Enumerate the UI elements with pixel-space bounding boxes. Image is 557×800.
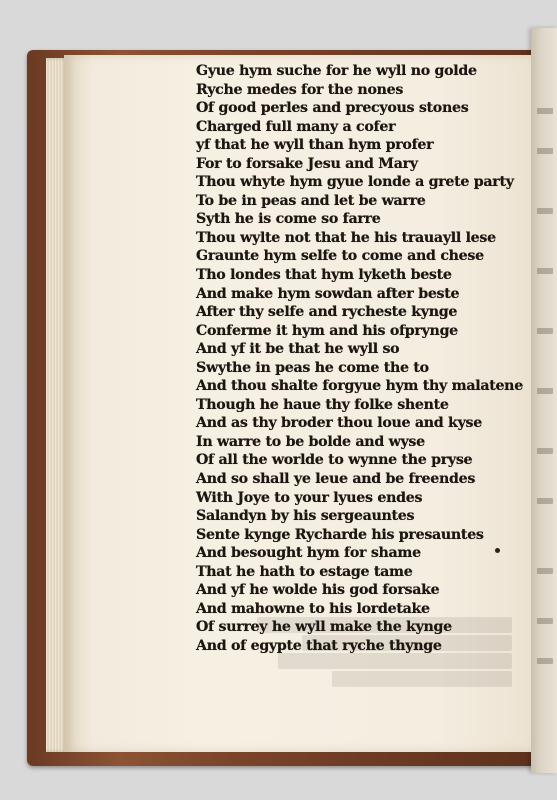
verse-line: With Joye to your lyues endes [196,489,423,506]
verse-line: Sente kynge Rycharde his presauntes [196,526,484,543]
verse-line: yf that he wyll than hym profer [196,137,434,154]
verse-line: And yf it be that he wyll so [196,341,400,358]
verse-line: Charged full many a cofer [196,118,396,135]
verse-line: And yf he wolde his god forsake [196,582,440,599]
verse-line: Swythe in peas he come the to [196,359,429,376]
verse-line: In warre to be bolde and wyse [196,433,425,450]
ink-spot [495,548,500,553]
verse-line: Of good perles and precyous stones [196,100,469,117]
verse-line: And so shall ye leue and be freendes [196,471,476,488]
verse-line: Of surrey he wyll make the kynge [196,619,452,636]
verse-line: And besought hym for shame [196,545,421,562]
facing-page-edge [531,28,557,773]
verse-line: That he hath to estage tame [196,563,413,580]
verse-line: Salandyn by his sergeauntes [196,508,415,525]
verse-line: And of egypte that ryche thynge [196,637,442,654]
verse-line: After thy selfe and rycheste kynge [196,304,458,321]
verse-line: Though he haue thy folke shente [196,396,449,413]
verse-line: Gyue hym suche for he wyll no golde [196,63,477,79]
verse-line: Syth he is come so farre [196,211,381,228]
verse-line: And as thy broder thou loue and kyse [196,415,482,432]
verse-line: Of all the worlde to wynne the pryse [196,452,473,469]
verse-line: For to forsake Jesu and Mary [196,155,418,172]
verse-line: To be in peas and let be warre [196,192,426,209]
verse-line: Tho londes that hym lyketh beste [196,267,452,284]
verse-line: Ryche medes for the nones [196,81,404,98]
verse-line: And make hym sowdan after beste [196,285,460,302]
verse-line: Conferme it hym and his ofprynge [196,322,458,339]
verse-line: Graunte hym selfe to come and chese [196,248,484,265]
verse-text [196,62,526,656]
verse-line: Thou wylte not that he his trauayll lese [196,229,496,246]
verse-line: And thou shalte forgyue hym thy malatene [196,378,523,395]
verse-line: Thou whyte hym gyue londe a grete party [196,174,514,191]
verse-line: And mahowne to his lordetake [196,600,430,617]
